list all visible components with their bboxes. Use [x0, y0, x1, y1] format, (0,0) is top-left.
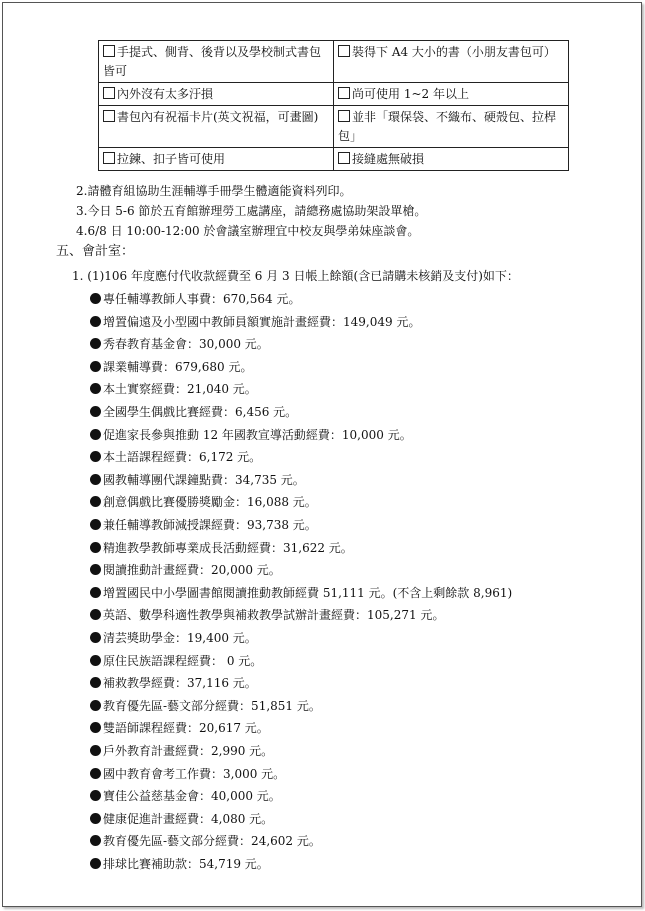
checklist-cell: 拉鍊、扣子皆可使用 [99, 148, 334, 171]
checklist-cell: 書包內有祝福卡片(英文祝福，可畫圖) [99, 106, 334, 148]
bullet-icon [90, 361, 101, 372]
note-4: 4.6/8 日 10:00-12:00 於會議室辦理宜中校友與學弟妹座談會。 [76, 224, 420, 238]
checkbox-icon [103, 45, 115, 57]
bullet-icon [90, 632, 101, 643]
checklist-cell: 內外沒有太多汙損 [99, 83, 334, 106]
checklist-cell: 接縫處無破損 [334, 148, 569, 171]
bullet-icon [90, 519, 101, 530]
bullet-icon [90, 722, 101, 733]
fund-item: 教育優先區-藝文部分經費：51,851 元。 [90, 698, 321, 714]
fund-item: 本土實察經費：21,040 元。 [90, 381, 257, 397]
bullet-icon [90, 700, 101, 711]
bullet-icon [90, 858, 101, 869]
bullet-icon [90, 587, 101, 598]
fund-item: 原住民族語課程經費： 0 元。 [90, 653, 262, 669]
bullet-icon [90, 293, 101, 304]
item1-intro: 1. (1)106 年度應付代收款經費至 6 月 3 日帳上餘額(含已請購未核銷及支付)如下： [72, 269, 519, 283]
table-row [99, 41, 569, 83]
fund-item: 健康促進計畫經費：4,080 元。 [90, 811, 273, 827]
bullet-icon [90, 338, 101, 349]
bullet-icon [90, 542, 101, 553]
bullet-icon [90, 790, 101, 801]
bullet-icon [90, 496, 101, 507]
bullet-icon [90, 813, 101, 824]
table-row [99, 148, 569, 171]
fund-item: 雙語師課程經費：20,617 元。 [90, 720, 269, 736]
bullet-icon [90, 406, 101, 417]
fund-item: 教育優先區-藝文部分經費：24,602 元。 [90, 833, 321, 849]
checkbox-icon [338, 152, 350, 164]
fund-item: 創意偶戲比賽優勝獎勵金：16,088 元。 [90, 494, 317, 510]
bullet-icon [90, 677, 101, 688]
fund-item: 寶佳公益慈基金會：40,000 元。 [90, 788, 281, 804]
checklist-cell: 尚可使用 1~2 年以上 [334, 83, 569, 106]
fund-item: 促進家長參與推動 12 年國教宣導活動經費：10,000 元。 [90, 427, 412, 443]
fund-item: 補救教學經費：37,116 元。 [90, 675, 257, 691]
bullet-icon [90, 768, 101, 779]
checkbox-icon [338, 87, 350, 99]
fund-item: 精進教學教師專業成長活動經費：31,622 元。 [90, 540, 353, 556]
bullet-icon [90, 609, 101, 620]
section-title: 五、會計室： [56, 244, 135, 259]
fund-item: 排球比賽補助款：54,719 元。 [90, 856, 269, 872]
table-row [99, 83, 569, 106]
checkbox-icon [103, 152, 115, 164]
fund-item: 秀春教育基金會：30,000 元。 [90, 336, 269, 352]
note-3: 3.今日 5-6 節於五育館辦理勞工處講座，請總務處協助架設單槍。 [76, 204, 427, 218]
fund-item: 專任輔導教師人事費：670,564 元。 [90, 291, 300, 307]
schoolbag-checklist-table [98, 40, 569, 171]
checklist-cell: 裝得下 A4 大小的書（小朋友書包可） [334, 41, 569, 83]
bullet-icon [90, 835, 101, 846]
note-2: 2.請體育組協助生涯輔導手冊學生體適能資料列印。 [76, 184, 352, 198]
bullet-icon [90, 429, 101, 440]
fund-item: 清芸獎助學金：19,400 元。 [90, 630, 257, 646]
fund-item: 國教輔導團代課鐘點費：34,735 元。 [90, 472, 305, 488]
checklist-cell: 並非「環保袋、不織布、硬殼包、拉桿包」 [334, 106, 569, 148]
bullet-icon [90, 655, 101, 666]
checkbox-icon [103, 87, 115, 99]
bullet-icon [90, 474, 101, 485]
fund-item: 課業輔導費：679,680 元。 [90, 359, 252, 375]
checkbox-icon [338, 45, 350, 57]
fund-item: 國中教育會考工作費：3,000 元。 [90, 766, 285, 782]
fund-item: 兼任輔導教師減授課經費：93,738 元。 [90, 517, 317, 533]
bullet-icon [90, 451, 101, 462]
fund-item: 全國學生偶戲比賽經費：6,456 元。 [90, 404, 297, 420]
table-row [99, 106, 569, 148]
fund-item: 增置偏遠及小型國中教師員額實施計畫經費：149,049 元。 [90, 314, 420, 330]
checkbox-icon [103, 110, 115, 122]
fund-item: 本土語課程經費：6,172 元。 [90, 449, 261, 465]
fund-item: 增置國民中小學圖書館閱讀推動教師經費 51,111 元。(不含上剩餘款 8,961) [90, 585, 512, 601]
checkbox-icon [338, 110, 350, 122]
bullet-icon [90, 383, 101, 394]
bullet-icon [90, 564, 101, 575]
fund-item: 閱讀推動計畫經費：20,000 元。 [90, 562, 281, 578]
bullet-icon [90, 745, 101, 756]
fund-item: 戶外教育計畫經費：2,990 元。 [90, 743, 273, 759]
bullet-icon [90, 316, 101, 327]
checklist-cell: 手提式、側背、後背以及學校制式書包皆可 [99, 41, 334, 83]
fund-item: 英語、數學科適性教學與補救教學試辦計畫經費：105,271 元。 [90, 607, 444, 623]
